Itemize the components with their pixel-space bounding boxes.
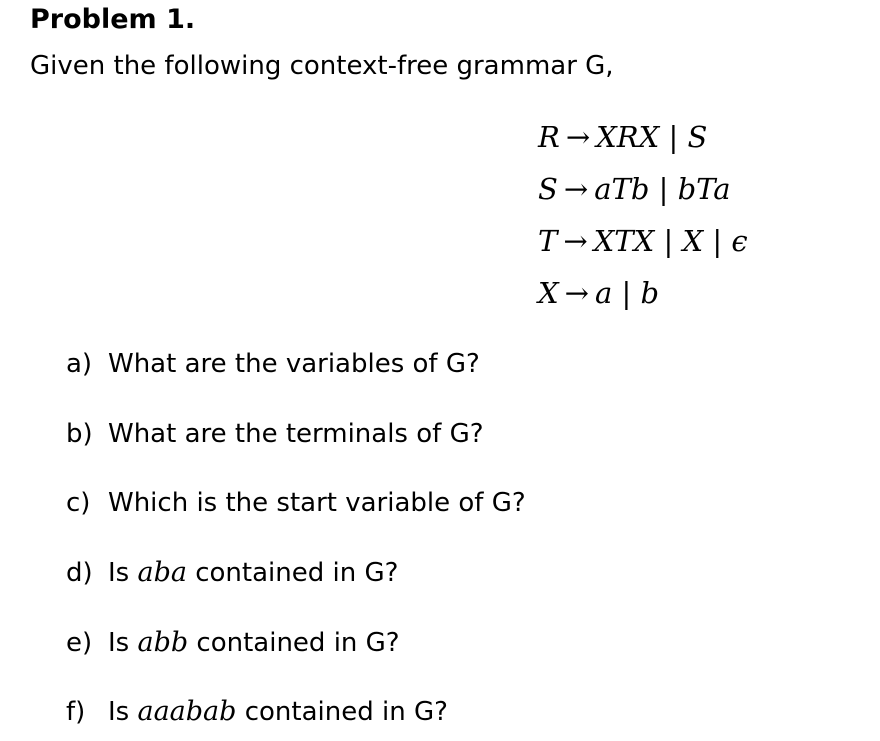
rule-arrow: → [564, 276, 589, 310]
problem-title: Problem 1. [30, 4, 196, 35]
rule-arrow: → [563, 224, 588, 258]
question-d [66, 555, 398, 591]
question-e [66, 625, 400, 661]
grammar-rule-s [538, 169, 731, 209]
question-math: aba [137, 557, 187, 588]
question-text: What are the variables of G? [108, 349, 480, 379]
rule-lhs: X [538, 276, 559, 310]
rule-arrow: → [565, 120, 591, 154]
rule-arrow: → [563, 172, 589, 206]
question-text-after: contained in G? [236, 697, 448, 727]
question-label: c) [66, 488, 91, 518]
rule-rhs: a | b [594, 276, 660, 310]
question-text: Is [108, 628, 138, 658]
question-c [66, 485, 526, 521]
question-label: e) [66, 628, 93, 658]
question-label: f) [66, 697, 86, 727]
rule-rhs: XRX | S [596, 120, 708, 154]
question-b [66, 416, 484, 452]
question-text: Is [108, 697, 138, 727]
rule-lhs: R [538, 120, 560, 154]
question-math: abb [137, 627, 189, 658]
question-label: a) [66, 349, 93, 379]
question-a [66, 346, 480, 382]
question-math: aaabab [137, 696, 237, 727]
question-text-after: contained in G? [186, 558, 399, 588]
grammar-rule-x [538, 273, 659, 313]
rule-lhs: T [538, 224, 558, 258]
problem-intro: Given the following context-free grammar G, [30, 51, 614, 81]
question-text: Which is the start variable of G? [108, 488, 526, 518]
question-f [66, 694, 448, 730]
question-label: d) [66, 558, 93, 588]
rule-rhs: aTb | bTa [594, 172, 731, 206]
question-text-after: contained in G? [188, 628, 400, 658]
grammar-rule-t [538, 221, 748, 261]
rule-lhs: S [538, 172, 558, 206]
question-text: Is [108, 558, 138, 588]
question-text: What are the terminals of G? [108, 419, 484, 449]
rule-rhs: XTX | X | ϵ [593, 224, 748, 258]
grammar-rule-r [538, 117, 707, 157]
question-label: b) [66, 419, 93, 449]
